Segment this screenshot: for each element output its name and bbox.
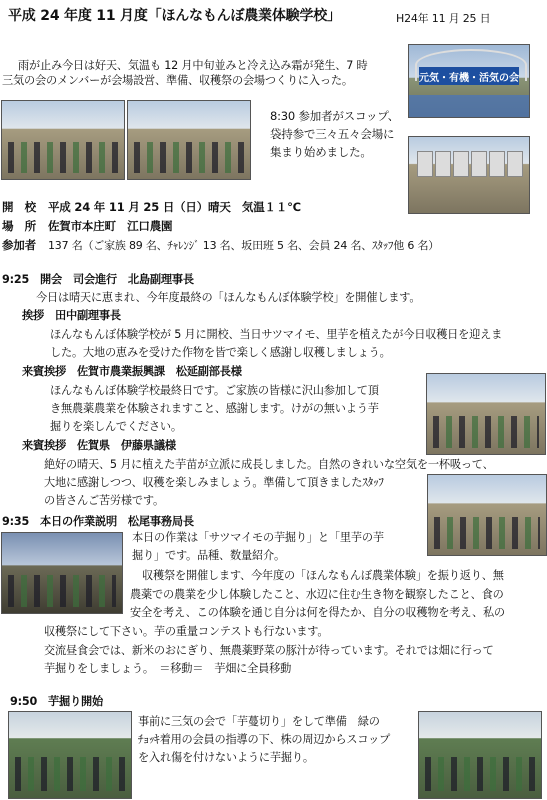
work-heading: 9:35 本日の作業説明 松尾事務局長	[2, 515, 194, 528]
participants-photo-1	[1, 100, 125, 180]
participants-label: 参加者	[2, 238, 36, 252]
greeting-heading: 挨拶 田中副理事長	[22, 309, 121, 322]
guest-speech-photo	[426, 373, 546, 455]
participants-value: 137 名（ご家族 89 名、ﾁｬﾚﾝｼﾞ 13 名、坂田班 5 名、会員 24 名、ｽﾀｯﾌ他 6 名）	[48, 239, 440, 252]
guest2-line-2: 大地に感謝しつつ、収穫を楽しみましょう。準備して頂きましたｽﾀｯﾌ	[44, 476, 384, 489]
guest2-heading: 来賓挨拶 佐賀県 伊藤県議様	[22, 439, 176, 452]
guest1-line-2: き無農薬農業を体験されますこと、感謝します。けがの無いよう芋	[50, 402, 379, 415]
dig-line-2: ﾁｮｯｷ着用の会員の指導の下、株の周辺からスコップ	[138, 733, 391, 746]
guest1-heading: 来賓挨拶 佐賀市農業振興課 松延副部長様	[22, 365, 242, 378]
work-line-8: 芋掘りをしましょう。 ＝移動＝ 芋畑に全員移動	[44, 662, 292, 675]
gather-line-3: 集まり始めました。	[270, 145, 372, 159]
intro-line-1: 雨が止み今日は好天、気温も 12 月中旬並みと冷え込み霜が発生、7 時	[18, 59, 368, 72]
dig-heading: 9:50 芋掘り開始	[10, 695, 103, 708]
greeting-line-2: した。大地の恵みを受けた作物を皆で楽しく感謝し収穫しましょう。	[50, 346, 391, 359]
work-line-2: 掘り」です。品種、数量紹介。	[132, 549, 285, 562]
work-line-7: 交流昼食会では、新米のおにぎり、無農薬野菜の豚汁が待っています。それでは畑に行って	[44, 644, 494, 657]
place-value: 佐賀市本庄町 江口農園	[48, 219, 173, 233]
crowd-photo	[427, 474, 547, 556]
work-line-6: 収穫祭にして下さい。芋の重量コンテストも行ないます。	[44, 625, 329, 638]
intro-line-2: 三気の会のメンバーが会場設営、準備、収穫祭の会場つくりに入った。	[2, 74, 353, 87]
work-line-5: 安全を考え、この体験を通じ自分は何を得たか、自分の収穫物を考え、私の	[130, 606, 505, 619]
gather-line-1: 8:30 参加者がスコップ、	[270, 109, 400, 123]
gather-line-2: 袋持参で三々五々会場に	[270, 127, 395, 141]
greeting-line-1: ほんなもんぼ体験学校が 5 月に開校、当日サツマイモ、里芋を植えたが今日収穫日を迎えま	[50, 328, 503, 341]
work-line-4: 農薬での農業を少し体験したこと、水辺に住む生き物を観察したこと、食の	[130, 588, 504, 601]
guest2-line-1: 絶好の晴天、5 月に植えた芋苗が立派に成長しました。自然のきれいな空気を一杯吸って、	[44, 458, 494, 471]
notice-board-photo	[408, 136, 530, 214]
association-sign: 元気・有機・活気の会	[419, 67, 519, 85]
dig-line-1: 事前に三気の会で「芋蔓切り」をして準備 緑の	[138, 715, 380, 728]
guest1-line-1: ほんなもんぼ体験学校最終日です。ご家族の皆様に沢山参加して頂	[50, 384, 379, 397]
guest2-line-3: の皆さんご苦労様です。	[44, 494, 164, 507]
open-label: 開 校	[2, 200, 36, 214]
opening-line-1: 今日は晴天に恵まれ、今年度最終の「ほんなもんぼ体験学校」を開催します。	[36, 291, 421, 304]
guest1-line-3: 掘りを楽しんでください。	[50, 420, 182, 433]
greenhouse-sign-photo	[408, 44, 530, 118]
digging-photo-2	[418, 711, 542, 799]
dig-line-3: を入れ傷を付けないように芋掘り。	[138, 751, 314, 764]
briefing-photo	[1, 532, 123, 614]
opening-heading: 9:25 開会 司会進行 北島副理事長	[2, 273, 194, 286]
place-label: 場 所	[2, 219, 36, 233]
work-line-1: 本日の作業は「サツマイモの芋掘り」と「里芋の芋	[132, 531, 384, 544]
work-line-3: 収穫祭を開催します、今年度の「ほんなもんぼ農業体験」を振り返り、無	[142, 569, 504, 582]
participants-photo-2	[127, 100, 251, 180]
header-date: H24年 11 月 25 日	[396, 12, 491, 25]
open-value: 平成 24 年 11 月 25 日（日）晴天 気温１１℃	[48, 200, 301, 214]
digging-photo-1	[8, 711, 132, 799]
page-title: 平成 24 年度 11 月度「ほんなもんぼ農業体験学校」	[8, 8, 341, 24]
